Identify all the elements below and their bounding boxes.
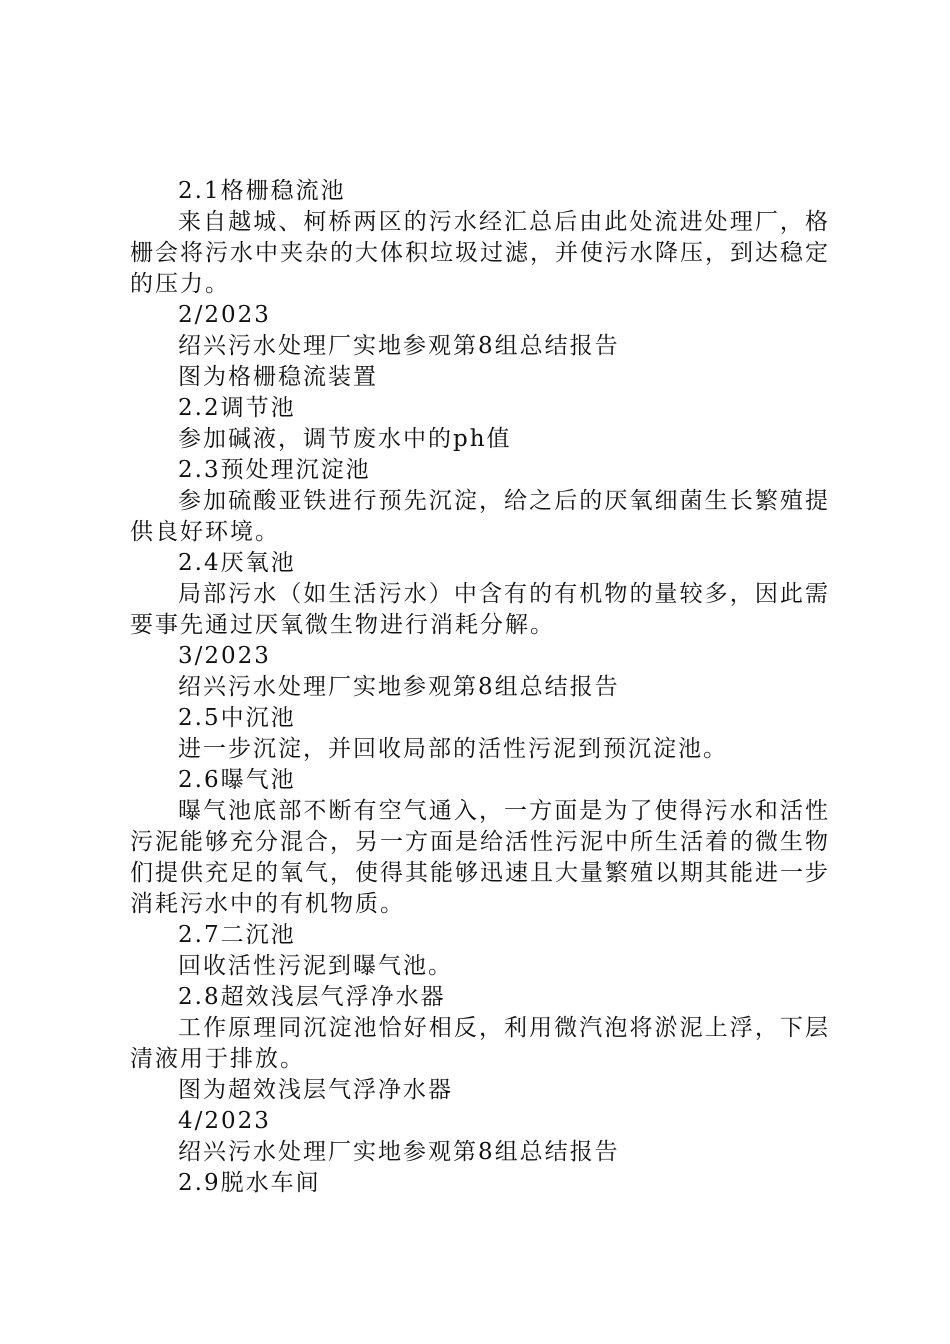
paragraph-anaerobic-tank: 局部污水（如生活污水）中含有的有机物的量较多，因此需要事先通过厌氧微生物进行消耗分解。 [130, 581, 830, 638]
figure-caption-air-flotation: 图为超效浅层气浮净水器 [178, 1077, 453, 1103]
section-heading-grille-tank: 2.1格栅稳流池 [178, 178, 346, 204]
paragraph-regulating-tank: 参加碱液，调节废水中的ph值 [178, 426, 512, 452]
running-header: 绍兴污水处理厂实地参观第8组总结报告 [178, 1139, 620, 1165]
running-header: 绍兴污水处理厂实地参观第8组总结报告 [178, 674, 620, 700]
page-number: 3/2023 [178, 643, 271, 669]
section-heading-middle-settling-tank: 2.5中沉池 [178, 705, 296, 731]
document-body [130, 176, 830, 1199]
section-heading-air-flotation: 2.8超效浅层气浮净水器 [178, 984, 446, 1010]
section-heading-aeration-tank: 2.6曝气池 [178, 767, 296, 793]
section-heading-pretreatment-tank: 2.3预处理沉淀池 [178, 457, 371, 483]
figure-caption-grille: 图为格栅稳流装置 [178, 364, 378, 390]
section-heading-anaerobic-tank: 2.4厌氧池 [178, 550, 296, 576]
paragraph-air-flotation: 工作原理同沉淀池恰好相反，利用微汽泡将淤泥上浮，下层清液用于排放。 [130, 1015, 830, 1072]
section-heading-regulating-tank: 2.2调节池 [178, 395, 296, 421]
section-heading-secondary-settling-tank: 2.7二沉池 [178, 922, 296, 948]
paragraph-aeration-tank: 曝气池底部不断有空气通入，一方面是为了使得污水和活性污泥能够充分混合，另一方面是给活性污泥中所生活着的微生物们提供充足的氧气，使得其能够迅速且大量繁殖以期其能进一步消耗污水中的有机物质。 [130, 798, 830, 917]
paragraph-secondary-settling-tank: 回收活性污泥到曝气池。 [178, 953, 453, 979]
paragraph-middle-settling-tank: 进一步沉淀，并回收局部的活性污泥到预沉淀池。 [178, 736, 728, 762]
running-header: 绍兴污水处理厂实地参观第8组总结报告 [178, 333, 620, 359]
paragraph-pretreatment-tank: 参加硫酸亚铁进行预先沉淀，给之后的厌氧细菌生长繁殖提供良好环境。 [130, 488, 830, 545]
page-number: 2/2023 [178, 302, 271, 328]
section-heading-dewatering-workshop: 2.9脱水车间 [178, 1170, 321, 1196]
paragraph-grille-tank: 来自越城、柯桥两区的污水经汇总后由此处流进处理厂，格栅会将污水中夹杂的大体积垃圾过滤，并使污水降压，到达稳定的压力。 [130, 209, 830, 297]
page-number: 4/2023 [178, 1108, 271, 1134]
